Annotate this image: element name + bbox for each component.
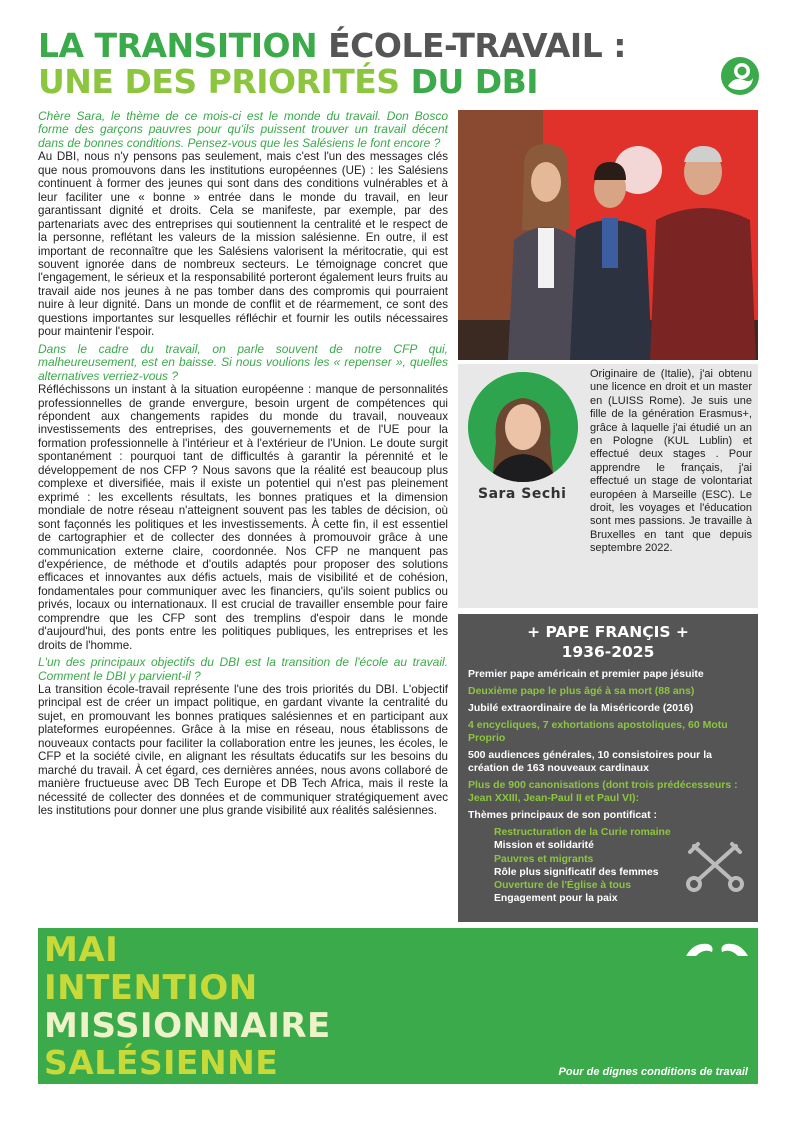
interview-answer: La transition école-travail représente l'une des trois priorités du DBI. L'objectif principal est de créer un impact politique, en gardant vivante la centralité du sujet, en promouvant les bonnes pratiques salésiennes et en participant aux plateformes européennes. Grâce à la mise en réseau, nous établissons de nouveaux contacts pour faciliter la collaboration entre les jeunes, les écoles, le CFP et la société civile, en alignant les résultats éducatifs sur les besoins du marché du travail. À cet égard, ces dernières années, nous avons collaboré de manière fructueuse avec DB Tech Europe et DB Tech Africa, mais il reste la nécessité de collecter des données et de communiquer stratégiquement avec les institutions pour donner une plus grande visibilité aux réalités salésiennes.: [38, 683, 448, 818]
title-part: DU DBI: [410, 62, 539, 101]
interview-question: Dans le cadre du travail, on parle souvent de notre CFP qui, malheureusement, est en baisse. Si nous voulions les « repenser », quelles alternatives verriez-vous ?: [38, 341, 448, 383]
interview-question: Chère Sara, le thème de ce mois-ci est le monde du travail. Don Bosco forme des garçons pauvres pour qu'ils puissent trouver un travail décent dans de bonnes conditions. Pensez-vous que les Salésiens le font encore ?: [38, 109, 448, 150]
title-line-2: [38, 64, 688, 100]
group-photo: [458, 110, 758, 360]
pope-title-years: 1936-2025: [561, 643, 655, 661]
praying-hands-icon: [684, 934, 750, 960]
sara-portrait: [468, 372, 578, 482]
pope-title: [468, 622, 748, 662]
pope-fact: 4 encycliques, 7 exhortations apostoliques, 60 Motu Proprio: [468, 719, 728, 744]
pope-fact: Deuxième pape le plus âgé à sa mort (88 ans): [468, 685, 695, 697]
pope-theme: Rôle plus significatif des femmes: [494, 866, 659, 878]
pope-francis-box: [458, 614, 758, 922]
interview-answer: Réfléchissons un instant à la situation européenne : manque de personnalités professionnelles de grande envergure, besoin urgent de compétences qui répondent aux changements rapides du monde du travail, nouveaux investissements des entreprises, des gouvernements et de l'UE pour la formation professionnelle à l'intérieur et à l'extérieur de l'Union. Le doute surgit spontanément : pourquoi tant de difficultés à garantir la pérennité et le développement de nos CFP ? Nous savons que la réalité est beaucoup plus complexe et diversifiée, mais il existe un potentiel qui n'est pas pleinement exprimé : les excellents résultats, les bonnes pratiques et la dimension mondiale de notre réseau n'atteignent souvent pas les tables de décision, où sont façonnés les politiques et les investissements. À cette fin, il est essentiel de cartographier et de collecter des données à promouvoir grâce à une communication externe claire, coordonnée. Nos CFP ne manquent pas d'expérience, de méthode et d'outils adaptés pour proposer des solutions efficaces et innovantes aux défis actuels, mais de visibilité et de cohésion, fondamentales pour communiquer avec les financiers, qu'ils soient publics ou privés, locaux ou internationaux. Il est crucial de travailler ensemble pour faire comprendre que les CFP sont des tremplins d'espoir dans le monde d'aujourd'hui, des ponts entre les politiques publiques, les entreprises et les droits de l'homme.: [38, 383, 448, 652]
pope-theme: Restructuration de la Curie romaine: [494, 827, 671, 838]
banner-word-month: MAI: [44, 930, 119, 970]
pope-theme: Pauvres et migrants: [494, 853, 594, 865]
banner-caption: Pour de dignes conditions de travail: [558, 1066, 748, 1078]
banner-word-missionnaire: MISSIONNAIRE: [44, 1006, 331, 1046]
pope-theme: Ouverture de l'Église à tous: [494, 880, 632, 892]
title-part: UNE DES PRIORITÉS: [38, 62, 400, 101]
title-part: LA TRANSITION: [38, 26, 318, 65]
bio-text: Originaire de (Italie), j'ai obtenu une licence en droit et un master en (LUISS Rome). Je suis une fille de la génération Erasmus+, grâce à laquelle j'ai étudié un an en Pologne (KUL Lublin) et effectué deux stages . Pour apprendre le français, j'ai effectué un stage de volontariat européen à Marseille (ESC). Le droit, les voyages et l'éducation sont mes passions. Je travaille à Bruxelles en tant que depuis septembre 2022.: [590, 368, 752, 555]
interview-answer: Au DBI, nous n'y pensons pas seulement, mais c'est l'un des messages clés que nous promouvons dans les institutions européennes (UE) : les Salésiens continuent à former des jeunes qui sont dans des conditions vulnérables et à leur faciliter une « bonne » entrée dans le monde du travail, en leur garantissant dignité et droits. Cela se manifeste, par exemple, par des partenariats avec des entreprises qui soutiennent la centralité et le respect de la personne, reflétant les valeurs de la mission salésienne. En outre, il est important de reconnaître que les Salésiens valorisent la méritocratie, qui est souvent ignorée dans de nombreux secteurs. Le témoignage concret que l'engagement, le sérieux et la responsabilité porteront également leurs fruits au travail aide nos jeunes à ne pas tomber dans des compromis qui pourraient nuire à leur dignité. Dans un monde de conflit et de réarmement, ce sont des questions importantes sur lesquelles réfléchir et fournir les outils nécessaires pour maintenir l'espoir.: [38, 150, 448, 339]
pope-fact: Premier pape américain et premier pape jésuite: [468, 668, 704, 680]
dbi-logo-icon: [720, 56, 760, 96]
bio-name: Sara Sechi: [478, 486, 567, 502]
crossed-keys-icon: [686, 840, 744, 892]
pope-theme: Mission et solidarité: [494, 840, 594, 852]
pope-title-name: + PAPE FRANÇIS +: [527, 623, 689, 641]
interview-question: L'un des principaux objectifs du DBI est la transition de l'école au travail. Comment le DBI y parvient-il ?: [38, 655, 448, 683]
pope-fact: Thèmes principaux de son pontificat :: [468, 809, 658, 821]
title-line-1: [38, 28, 688, 64]
pope-fact: Plus de 900 canonisations (dont trois prédécesseurs : Jean XXIII, Jean-Paul II et Paul VI):: [468, 779, 738, 804]
pope-theme: Engagement pour la paix: [494, 893, 618, 905]
page-title: [38, 28, 688, 100]
mission-intention-banner: [38, 928, 758, 1084]
title-part: ÉCOLE-TRAVAIL :: [328, 26, 626, 65]
interview-column: [38, 110, 448, 822]
pope-facts: [468, 668, 748, 822]
pope-fact: Jubilé extraordinaire de la Miséricorde (2016): [468, 702, 694, 714]
banner-word-intention: INTENTION: [44, 968, 258, 1008]
bio-card: [458, 364, 758, 608]
banner-word-salesienne: SALÉSIENNE: [44, 1043, 279, 1082]
pope-fact: 500 audiences générales, 10 consistoires pour la création de 163 nouveaux cardinaux: [468, 749, 712, 774]
